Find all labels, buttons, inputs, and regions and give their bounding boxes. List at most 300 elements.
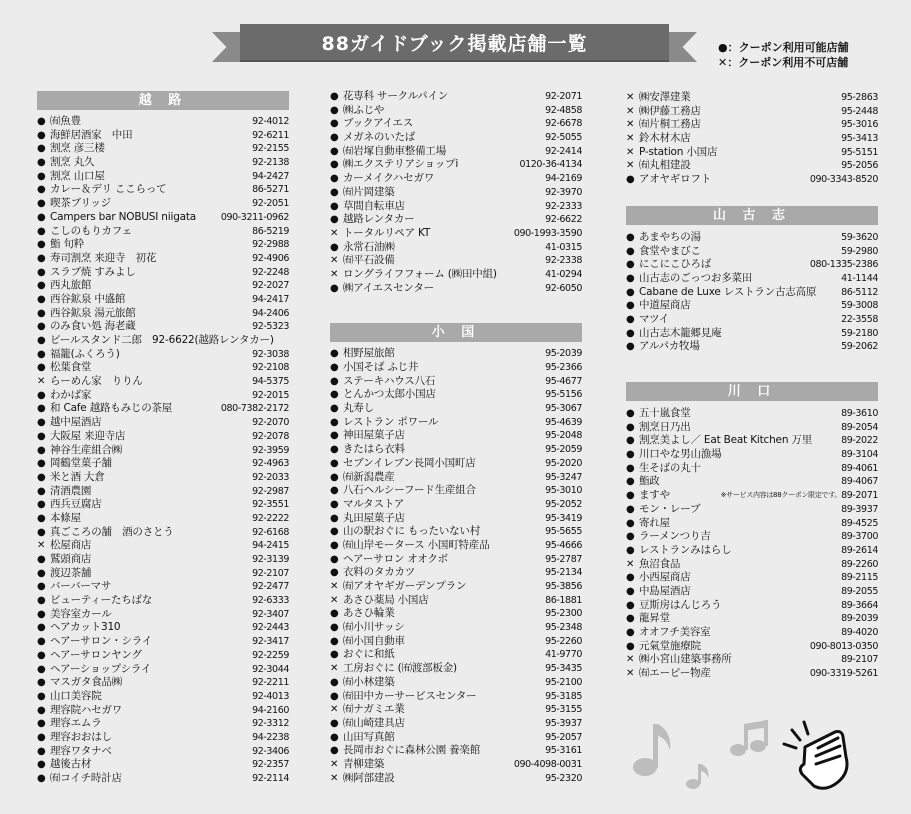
- coupon-ok-icon: [330, 145, 343, 159]
- shop-name: 理容エムラ: [50, 717, 102, 730]
- shop-row: [626, 146, 878, 160]
- shop-name: P-station 小国店: [639, 145, 718, 158]
- shop-name: トータルリペア KT: [343, 226, 431, 239]
- shop-tel: 86-5271: [252, 184, 289, 196]
- shop-name: ㈲コイチ時計店: [50, 772, 122, 784]
- shop-name: ヘアーショップシライ: [50, 662, 152, 675]
- shop-tel: 95-2100: [545, 676, 582, 688]
- coupon-ok-icon: [330, 621, 343, 635]
- shop-tel: 89-2039: [841, 613, 878, 625]
- shop-row: [626, 544, 878, 558]
- shop-row: [330, 388, 582, 402]
- shop-name: 西丸旅館: [50, 279, 92, 292]
- shop-name: 割烹美よし／ Eat Beat Kitchen 万里: [639, 434, 813, 447]
- shop-row: [330, 282, 582, 296]
- coupon-ok-icon: [626, 299, 639, 313]
- shop-name: アオヤギロフト: [639, 173, 711, 186]
- shop-name: ㈱エクステリアショップi: [343, 158, 459, 171]
- coupon-ok-icon: [330, 241, 343, 255]
- shop-list-oguni: [330, 347, 582, 785]
- shop-tel: 94-2415: [252, 540, 289, 552]
- shop-name: Campers bar NOBUSI niigata: [50, 210, 197, 223]
- shop-name: メガネのいたば: [343, 131, 416, 144]
- shop-name: とんかつ太郎小国店: [343, 388, 436, 401]
- shop-tel: 92-2414: [545, 145, 582, 157]
- shop-tel: 92-4013: [252, 690, 289, 702]
- shop-name: ㈲ナガミエ業: [343, 703, 405, 716]
- coupon-ok-icon: [37, 704, 50, 718]
- shop-row: [330, 512, 582, 526]
- shop-row: [37, 621, 289, 635]
- shop-row: [626, 299, 878, 313]
- shop-name: 山田写真館: [343, 730, 395, 743]
- shop-row: [37, 717, 289, 731]
- shop-row: [37, 457, 289, 471]
- shop-tel: 89-4020: [841, 627, 878, 638]
- coupon-ok-icon: [37, 197, 50, 211]
- shop-note: ※サービス内容は88クーポン限定です。: [720, 491, 842, 500]
- shop-row: [37, 608, 289, 622]
- shop-row: [626, 272, 878, 286]
- coupon-ok-icon: [330, 388, 343, 402]
- shop-row: [37, 334, 289, 348]
- shop-row: [37, 416, 289, 430]
- coupon-ok-icon: [330, 635, 343, 649]
- shop-tel: 92-3406: [252, 745, 289, 757]
- coupon-ok-icon: [330, 90, 343, 104]
- shop-tel: 92-3038: [252, 348, 289, 360]
- legend-ok: ●：クーポン利用可能店舗: [718, 41, 849, 54]
- shop-row: [37, 430, 289, 444]
- shop-name: ㈲片桐工務店: [639, 118, 701, 131]
- shop-name: ㈲新潟農産: [343, 470, 395, 483]
- shop-tel: 95-5151: [841, 146, 878, 158]
- shop-tel: 92-5323: [252, 321, 289, 333]
- shop-row: [330, 471, 582, 485]
- coupon-ok-icon: [330, 213, 343, 227]
- shop-row: [626, 313, 878, 327]
- shop-row: [626, 231, 878, 245]
- shop-name: 丸寿し: [343, 402, 374, 415]
- coupon-ok-icon: [37, 307, 50, 321]
- coupon-ng-icon: [626, 118, 639, 132]
- shop-tel: 89-3937: [841, 503, 878, 515]
- shop-row: [330, 498, 582, 512]
- coupon-ok-icon: [37, 416, 50, 430]
- shop-tel: 94-2238: [252, 731, 289, 743]
- shop-tel: 92-2443: [252, 622, 289, 634]
- shop-name: ㈱ふじや: [343, 103, 385, 116]
- shop-tel: 92-3312: [252, 718, 289, 730]
- coupon-ok-icon: [330, 471, 343, 485]
- shop-tel: 92-3551: [252, 499, 289, 511]
- shop-row: [626, 91, 878, 105]
- shop-tel: 92-3417: [252, 636, 289, 648]
- shop-name: 鮨政: [639, 475, 660, 488]
- shop-tel: 080-1335-2386: [809, 259, 878, 271]
- shop-row: [37, 115, 289, 129]
- shop-tel: 89-2071: [841, 490, 878, 502]
- shop-row: [626, 132, 878, 146]
- shop-name: ㈲田中カーサービスセンター: [343, 689, 477, 702]
- coupon-ok-icon: [626, 475, 639, 489]
- coupon-ok-icon: [37, 717, 50, 731]
- coupon-ok-icon: [37, 649, 50, 663]
- shop-row: [330, 172, 582, 186]
- shop-row: [37, 663, 289, 677]
- shop-row: [626, 612, 878, 626]
- coupon-ng-icon: [330, 254, 343, 268]
- shop-tel: 59-3620: [841, 231, 878, 243]
- coupon-ok-icon: [37, 279, 50, 293]
- shop-name: ヘアーサロンヤング: [50, 648, 142, 661]
- shop-name: 花専科 サークルパイン: [343, 90, 449, 102]
- coupon-ok-icon: [330, 117, 343, 131]
- coupon-ok-icon: [626, 612, 639, 626]
- shop-tel: 92-2108: [252, 362, 289, 374]
- shop-row: [37, 772, 289, 786]
- shop-name: ㈲山崎建具店: [343, 716, 405, 729]
- shop-tel: 92-2259: [252, 649, 289, 661]
- shop-row: [330, 662, 582, 676]
- shop-row: [37, 375, 289, 389]
- shop-name: 真ごころの舗 酒のさとう: [50, 525, 174, 538]
- shop-tel: 92-2070: [252, 417, 289, 429]
- shop-row: [626, 530, 878, 544]
- coupon-ok-icon: [37, 266, 50, 280]
- shop-row: [37, 225, 289, 239]
- shop-tel: 95-2300: [545, 608, 582, 620]
- shop-tel: 95-5156: [545, 389, 582, 401]
- shop-tel: 92-6678: [545, 118, 582, 130]
- coupon-ok-icon: [37, 758, 50, 772]
- shop-tel: 95-3010: [545, 485, 582, 497]
- shop-name: 鷲頭商店: [50, 553, 92, 565]
- shop-row: [37, 320, 289, 334]
- shop-row: [37, 211, 289, 225]
- shop-tel: 95-2052: [545, 498, 582, 510]
- shop-row: [330, 361, 582, 375]
- shop-name: 魚沼食品: [639, 557, 681, 570]
- shop-name: ㈲丸相建設: [639, 159, 691, 172]
- coupon-ok-icon: [37, 526, 50, 540]
- shop-row: [626, 640, 878, 654]
- shop-name: あさひ薬局 小国店: [343, 593, 429, 606]
- shop-name: ヘアーサロン・シライ: [50, 635, 153, 648]
- shop-row: [330, 117, 582, 131]
- shop-tel: 95-2039: [545, 348, 582, 360]
- shop-tel: 090-3211-0962: [220, 211, 289, 223]
- coupon-ng-icon: [626, 146, 639, 160]
- coupon-ng-icon: [37, 539, 50, 553]
- shop-tel: 41-0315: [545, 241, 582, 253]
- section-header-oguni: 小 国: [330, 323, 582, 342]
- shop-tel: 89-2054: [841, 421, 878, 433]
- shop-row: [626, 407, 878, 421]
- shop-tel: 95-3247: [545, 471, 582, 483]
- shop-row: [37, 594, 289, 608]
- coupon-ok-icon: [37, 348, 50, 362]
- coupon-ok-icon: [626, 173, 639, 187]
- shop-row: [37, 402, 289, 416]
- shop-row: [626, 653, 878, 667]
- section-header-kawaguchi: 川 口: [626, 382, 878, 401]
- page-title: 88ガイドブック掲載店舗一覧: [240, 24, 669, 60]
- shop-tel: 89-2115: [841, 572, 878, 584]
- shop-tel: 89-4067: [841, 476, 878, 488]
- shop-row: [37, 539, 289, 553]
- shop-name: ビールスタンド二郎 92-6622(越路レンタカー): [50, 334, 274, 346]
- coupon-ok-icon: [626, 245, 639, 259]
- shop-tel: 92-2071: [545, 91, 582, 102]
- shop-row: [37, 183, 289, 197]
- shop-name: 丸田屋菓子店: [343, 511, 405, 524]
- shop-name: 工房おぐに (㈲渡部板金): [343, 662, 457, 675]
- coupon-ng-icon: [330, 268, 343, 282]
- clapping-hands-icon: [780, 712, 870, 802]
- shop-row: [37, 471, 289, 485]
- shop-row: [330, 457, 582, 471]
- shop-row: [330, 690, 582, 704]
- shop-tel: 95-3185: [545, 690, 582, 702]
- shop-row: [330, 580, 582, 594]
- shop-name: ㈲小川サッシ: [343, 621, 405, 634]
- coupon-ok-icon: [37, 580, 50, 594]
- shop-name: ヘアーサロン オオクボ: [343, 552, 448, 565]
- shop-name: ㈱アイエスセンター: [343, 281, 434, 294]
- shop-row: [37, 731, 289, 745]
- coupon-ok-icon: [626, 599, 639, 613]
- coupon-ok-icon: [626, 585, 639, 599]
- shop-tel: 92-6333: [252, 595, 289, 607]
- shop-row: [37, 498, 289, 512]
- shop-tel: 92-6050: [545, 282, 582, 294]
- shop-name: ブックアイエス: [343, 117, 413, 130]
- shop-name: きたはら衣料: [343, 443, 405, 456]
- shop-row: [330, 104, 582, 118]
- coupon-ok-icon: [626, 530, 639, 544]
- shop-tel: 92-2333: [545, 200, 582, 212]
- shop-row: [626, 599, 878, 613]
- legend-ng: ✕：クーポン利用不可店舗: [718, 56, 849, 69]
- shop-tel: 89-3700: [841, 531, 878, 543]
- shop-row: [626, 434, 878, 448]
- coupon-ok-icon: [330, 676, 343, 690]
- shop-name: ビューティーたちばな: [50, 594, 153, 607]
- shop-tel: 92-4906: [252, 252, 289, 264]
- legend: [718, 40, 849, 70]
- shop-name: 草間自転車店: [343, 199, 405, 212]
- shop-name: わかば家: [50, 388, 92, 401]
- shop-list-oguni-continued: [626, 91, 878, 187]
- shop-tel: 95-4639: [545, 416, 582, 428]
- shop-tel: 92-3959: [252, 444, 289, 456]
- column-3: [626, 91, 878, 681]
- shop-name: ㈲片岡建築: [343, 185, 395, 198]
- shop-name: 松屋商店: [50, 539, 92, 552]
- shop-name: 小西屋商店: [639, 571, 691, 584]
- shop-name: ㈱阿部建設: [343, 771, 395, 784]
- shop-name: 生そばの丸十: [639, 461, 701, 474]
- shop-row: [330, 484, 582, 498]
- shop-row: [37, 279, 289, 293]
- shop-list-koshiji-continued: [330, 90, 582, 295]
- shop-name: 五十嵐食堂: [639, 407, 691, 419]
- shop-tel: 95-2863: [841, 92, 878, 103]
- shop-row: [626, 448, 878, 462]
- shop-name: 西谷鉱泉 湯元旅館: [50, 306, 136, 319]
- coupon-ok-icon: [626, 462, 639, 476]
- shop-name: らーめん家 りりん: [50, 375, 143, 388]
- shop-row: [626, 118, 878, 132]
- coupon-ok-icon: [330, 690, 343, 704]
- shop-row: [37, 252, 289, 266]
- shop-row: [330, 648, 582, 662]
- shop-tel: 41-0294: [545, 268, 582, 280]
- shop-tel: 95-2260: [545, 635, 582, 647]
- coupon-ok-icon: [37, 485, 50, 499]
- coupon-ng-icon: [626, 132, 639, 146]
- shop-tel: 59-3008: [841, 300, 878, 312]
- coupon-ok-icon: [37, 457, 50, 471]
- shop-tel: 95-2056: [841, 160, 878, 172]
- shop-row: [330, 731, 582, 745]
- coupon-ng-icon: [37, 375, 50, 389]
- coupon-ng-icon: [330, 227, 343, 241]
- shop-name: 西兵豆腐店: [50, 498, 102, 511]
- shop-tel: 89-3610: [841, 408, 878, 419]
- shop-tel: 94-2160: [252, 704, 289, 716]
- shop-row: [37, 307, 289, 321]
- shop-row: [37, 156, 289, 170]
- coupon-ok-icon: [330, 457, 343, 471]
- shop-tel: 95-2366: [545, 362, 582, 373]
- shop-name: ㈲平石設備: [343, 254, 395, 267]
- shop-tel: 94-5375: [252, 376, 289, 388]
- shop-name: 小国そば ふじ井: [343, 361, 419, 373]
- shop-tel: 95-3937: [545, 717, 582, 729]
- shop-name: 海鮮居酒家 中田: [50, 128, 133, 141]
- shop-tel: 89-2022: [841, 435, 878, 447]
- shop-tel: 92-2114: [252, 773, 289, 784]
- shop-name: ㈱伊藤工務店: [639, 104, 701, 117]
- coupon-ok-icon: [37, 320, 50, 334]
- shop-name: 山古志木籠郷見庵: [639, 326, 722, 339]
- shop-name: のみ食い処 海老蔵: [50, 320, 136, 333]
- shop-tel: 95-4666: [545, 539, 582, 551]
- coupon-ok-icon: [330, 539, 343, 553]
- shop-tel: 92-2027: [252, 280, 289, 292]
- shop-tel: 92-3407: [252, 608, 289, 620]
- shop-tel: 94-2417: [252, 293, 289, 305]
- shop-tel: 59-2980: [841, 245, 878, 257]
- coupon-ok-icon: [37, 129, 50, 143]
- shop-tel: 92-2248: [252, 266, 289, 278]
- coupon-ok-icon: [37, 389, 50, 403]
- shop-row: [330, 429, 582, 443]
- shop-tel: 41-1144: [841, 272, 878, 284]
- shop-tel: 92-2988: [252, 239, 289, 251]
- shop-row: [330, 268, 582, 282]
- coupon-ok-icon: [37, 170, 50, 184]
- coupon-ok-icon: [626, 327, 639, 341]
- shop-row: [37, 758, 289, 772]
- coupon-ng-icon: [330, 662, 343, 676]
- shop-row: [626, 159, 878, 173]
- shop-row: [330, 539, 582, 553]
- shop-name: 寄れ屋: [639, 516, 670, 529]
- coupon-ok-icon: [626, 340, 639, 354]
- shop-tel: 090-4098-0031: [513, 758, 582, 770]
- coupon-ng-icon: [330, 703, 343, 717]
- shop-name: ヘアカット310: [50, 621, 121, 634]
- shop-name: 神田屋菓子店: [343, 429, 405, 442]
- shop-name: 相野屋旅館: [343, 347, 395, 360]
- coupon-ok-icon: [330, 744, 343, 758]
- coupon-ok-icon: [330, 375, 343, 389]
- shop-tel: 95-2020: [545, 457, 582, 469]
- coupon-ok-icon: [330, 553, 343, 567]
- coupon-ok-icon: [37, 238, 50, 252]
- shop-name: あまやちの湯: [639, 230, 701, 243]
- shop-name: こしのもりカフェ: [50, 224, 132, 237]
- shop-name: スラブ焼 すみよし: [50, 265, 136, 278]
- shop-name: アルパカ牧場: [639, 340, 700, 353]
- shop-row: [330, 772, 582, 786]
- shop-tel: 92-2078: [252, 430, 289, 442]
- coupon-ng-icon: [330, 772, 343, 786]
- shop-name: 山口美容院: [50, 689, 102, 702]
- coupon-ok-icon: [37, 252, 50, 266]
- shop-row: [37, 197, 289, 211]
- coupon-ok-icon: [37, 745, 50, 759]
- shop-tel: 090-3319-5261: [809, 668, 878, 680]
- coupon-ok-icon: [626, 517, 639, 531]
- coupon-ok-icon: [37, 498, 50, 512]
- shop-tel: 92-6622: [545, 214, 582, 226]
- coupon-ok-icon: [37, 293, 50, 307]
- coupon-ok-icon: [626, 489, 639, 503]
- coupon-ok-icon: [330, 347, 343, 361]
- coupon-ok-icon: [626, 434, 639, 448]
- shop-name: ラーメンつり吉: [639, 530, 711, 543]
- coupon-ok-icon: [626, 258, 639, 272]
- coupon-ng-icon: [626, 653, 639, 667]
- shop-name: 割烹 山口屋: [50, 169, 105, 182]
- shop-tel: 95-3413: [841, 133, 878, 145]
- coupon-ok-icon: [37, 142, 50, 156]
- shop-name: おぐに和紙: [343, 648, 395, 661]
- coupon-ok-icon: [37, 621, 50, 635]
- shop-tel: 94-2406: [252, 307, 289, 319]
- coupon-ok-icon: [330, 361, 343, 375]
- shop-name: マスガタ食品㈱: [50, 676, 123, 689]
- shop-row: [37, 293, 289, 307]
- shop-tel: 92-2211: [252, 677, 289, 689]
- coupon-ok-icon: [37, 225, 50, 239]
- shop-name: にこにこひろば: [639, 258, 712, 271]
- shop-row: [37, 444, 289, 458]
- shop-name: ㈲エーピー物産: [639, 667, 711, 680]
- coupon-ok-icon: [37, 772, 50, 786]
- coupon-ng-icon: [626, 667, 639, 681]
- coupon-ok-icon: [37, 594, 50, 608]
- shop-tel: 95-2134: [545, 567, 582, 579]
- shop-name: 越後古材: [50, 758, 92, 771]
- coupon-ok-icon: [626, 286, 639, 300]
- shop-tel: 0120-36-4134: [519, 159, 582, 171]
- shop-tel: 92-4858: [545, 104, 582, 116]
